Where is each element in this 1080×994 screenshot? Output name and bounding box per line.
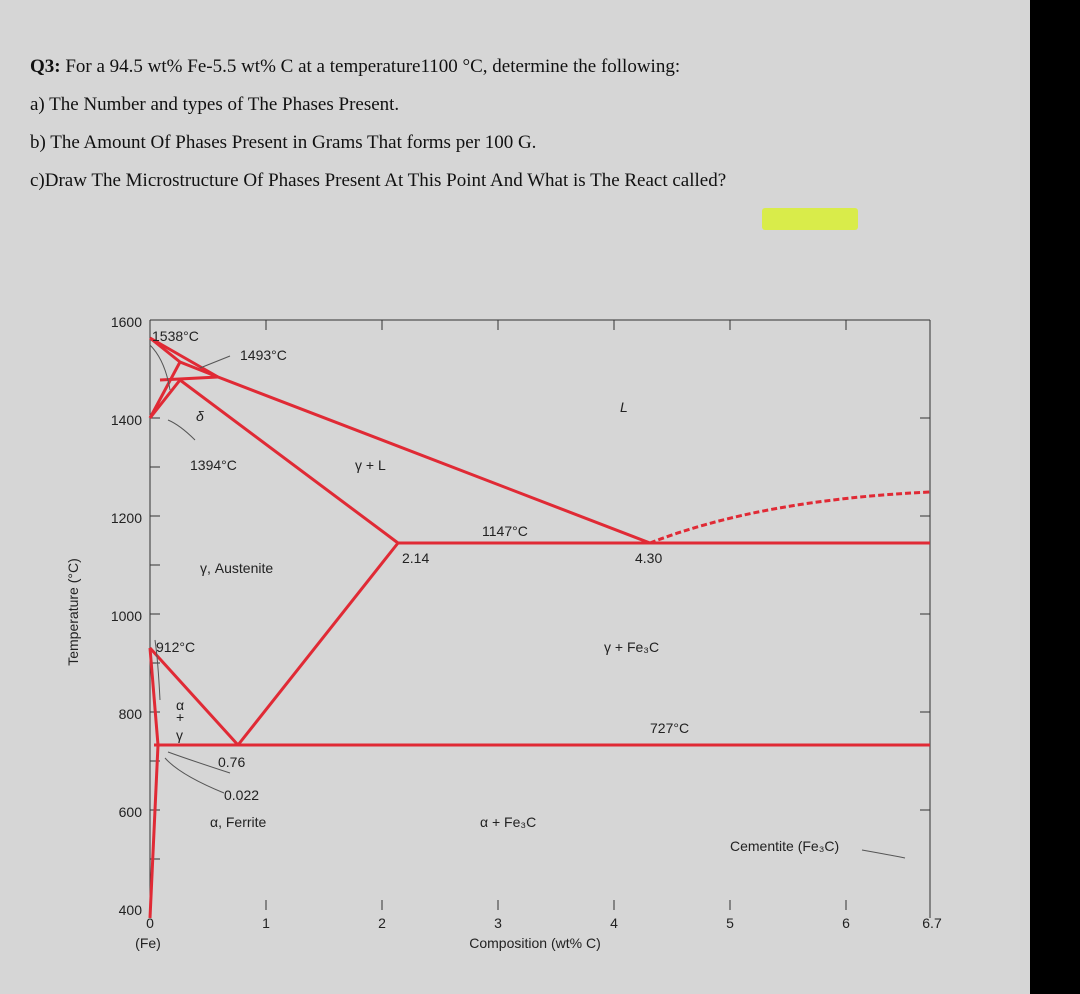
phase-boundaries — [150, 338, 930, 918]
a3-line — [150, 648, 238, 745]
label-gamma-l: γ + L — [355, 457, 386, 473]
x-tick-2: 2 — [378, 915, 386, 931]
x-ticks — [266, 320, 846, 910]
y-tick-400: 400 — [118, 902, 142, 918]
x-tick-0: 0 — [146, 915, 154, 931]
question-part-a: a) The Number and types of The Phases Present. — [30, 94, 400, 115]
leader-lines — [150, 345, 905, 858]
x-tick-3: 3 — [494, 915, 502, 931]
x-origin-note: (Fe) — [135, 935, 161, 951]
x-axis-label: Composition (wt% C) — [469, 935, 601, 951]
label-plus-small: + — [176, 709, 185, 725]
label-cementite: Cementite (Fe₃C) — [730, 838, 840, 854]
y-tick-1200: 1200 — [110, 510, 142, 526]
y-axis-label: Temperature (°C) — [65, 558, 81, 666]
diagram-labels — [152, 328, 839, 854]
label-0-022: 0.022 — [224, 787, 260, 803]
question-number: Q3: — [30, 56, 61, 77]
x-tick-6-7: 6.7 — [922, 915, 942, 931]
y-tick-1400: 1400 — [110, 412, 142, 428]
label-1394: 1394°C — [190, 457, 237, 473]
y-tick-800: 800 — [118, 706, 142, 722]
label-alpha-fe3c: α + Fe₃C — [480, 814, 537, 830]
question-text: For a 94.5 wt% Fe-5.5 wt% C at a temperature1100 °C, determine the following: — [60, 56, 681, 77]
label-liquid: L — [620, 399, 628, 415]
y-tick-600: 600 — [118, 804, 142, 820]
y-tick-1600: 1600 — [110, 314, 142, 330]
label-1147: 1147°C — [482, 523, 528, 539]
label-gamma-fe3c: γ + Fe₃C — [604, 639, 660, 655]
label-alpha-small: α — [176, 697, 185, 713]
question-part-b: b) The Amount Of Phases Present in Grams That forms per 100 G. — [30, 132, 537, 153]
label-1538: 1538°C — [152, 328, 199, 344]
label-austenite: γ, Austenite — [200, 560, 274, 576]
label-4-30: 4.30 — [635, 550, 663, 566]
ferrite-solvus-line — [150, 745, 158, 918]
y-tick-labels — [111, 314, 142, 918]
x-tick-6: 6 — [842, 915, 850, 931]
x-tick-labels — [146, 915, 942, 931]
label-ferrite: α, Ferrite — [210, 814, 267, 830]
label-912: 912°C — [156, 639, 196, 655]
cementite-liquidus-dashed — [650, 492, 930, 543]
x-tick-4: 4 — [610, 915, 618, 931]
label-727: 727°C — [650, 720, 690, 736]
y-tick-1000: 1000 — [110, 608, 142, 624]
liquidus-line — [218, 377, 650, 543]
label-delta: δ — [196, 408, 204, 424]
x-tick-1: 1 — [262, 915, 270, 931]
question-part-c: c)Draw The Microstructure Of Phases Present At This Point And What is The React called? — [30, 170, 727, 191]
label-2-14: 2.14 — [402, 550, 430, 566]
right-edge-strip — [1030, 0, 1080, 994]
label-0-76: 0.76 — [218, 754, 246, 770]
delta-gamma-line — [150, 380, 180, 418]
label-1493: 1493°C — [240, 347, 287, 363]
y-ticks — [150, 320, 930, 859]
x-tick-5: 5 — [726, 915, 734, 931]
label-gamma-small: γ — [176, 727, 183, 743]
